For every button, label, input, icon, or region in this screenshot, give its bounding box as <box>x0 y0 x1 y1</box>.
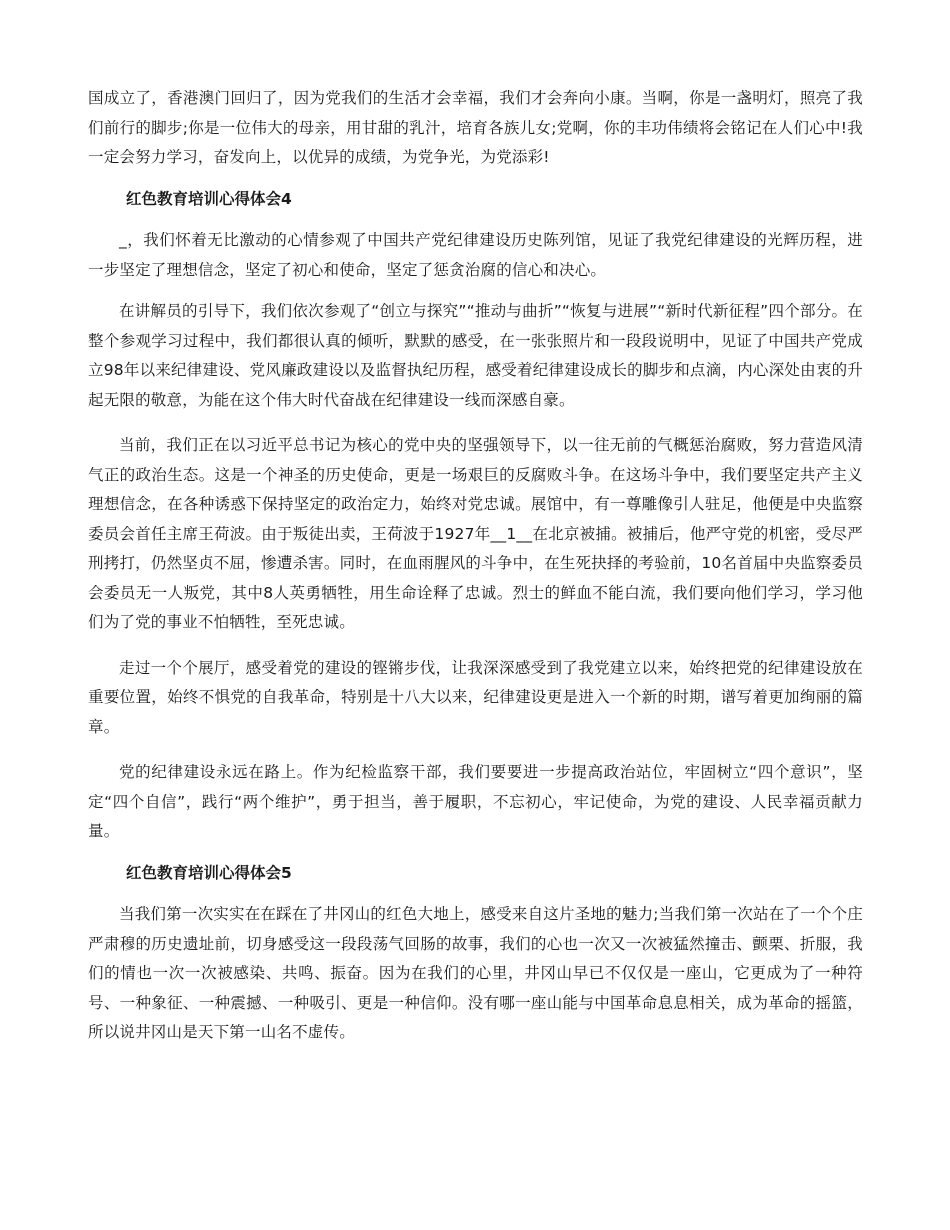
paragraph: _，我们怀着无比激动的心情参观了中国共产党纪律建设历史陈列馆，见证了我党纪律建设的光辉历程，进一步坚定了理想信念，坚定了初心和使命，坚定了惩贪治腐的信心和决心。 <box>88 231 863 279</box>
paragraph: 当我们第一次实实在在踩在了井冈山的红色大地上，感受来自这片圣地的魅力;当我们第一次站在了一个个庄严肃穆的历史遗址前，切身感受这一段段荡气回肠的故事，我们的心也一次又一次被猛然撞击、颤栗、折服，我们的情也一次一次被感染、共鸣、振奋。因为在我们的心里，井冈山早已不仅仅是一座山，它更成为了一种符号、一种象征、一种震撼、一种吸引、更是一种信仰。没有哪一座山能与中国革命息息相关，成为革命的摇篮，所以说井冈山是天下第一山名不虚传。 <box>88 905 863 1041</box>
paragraph: 在讲解员的引导下，我们依次参观了“创立与探究”“推动与曲折”“恢复与进展”“新时代新征程”四个部分。在整个参观学习过程中，我们都很认真的倾听，默默的感受，在一张张照片和一段段说明中，见证了中国共产党成立98年以来纪律建设、党风廉政建设以及监督执纪历程，感受着纪律建设成长的脚步和点滴，内心深处由衷的升起无限的敬意，为能在这个伟大时代奋战在纪律建设一线而深感自豪。 <box>88 302 863 409</box>
paragraph: 当前，我们正在以习近平总书记为核心的党中央的坚强领导下，以一往无前的气概惩治腐败，努力营造风清气正的政治生态。这是一个神圣的历史使命，更是一场艰巨的反腐败斗争。在这场斗争中，我们要坚定共产主义理想信念，在各种诱惑下保持坚定的政治定力，始终对党忠诚。展馆中，有一尊雕像引人驻足，他便是中央监察委员会首任主席王荷波。由于叛徒出卖，王荷波于1927年__1__在北京被捕。被捕后，他严守党的机密，受尽严刑拷打，仍然坚贞不屈，惨遭杀害。同时，在血雨腥风的斗争中，在生死抉择的考验前，10名首届中央监察委员会委员无一人叛党，其中8人英勇牺牲，用生命诠释了忠诚。烈士的鲜血不能白流，我们要向他们学习，学习他们为了党的事业不怕牺牲，至死忠诚。 <box>88 436 863 631</box>
paragraph: 走过一个个展厅，感受着党的建设的铿锵步伐，让我深深感受到了我党建立以来，始终把党的纪律建设放在重要位置，始终不惧党的自我革命，特别是十八大以来，纪律建设更是进入一个新的时期，谱写着更加绚丽的篇章。 <box>88 658 863 736</box>
section-heading-5: 红色教育培训心得体会5 <box>126 863 292 882</box>
document-body <box>88 84 863 1048</box>
paragraph-continuation: 国成立了，香港澳门回归了，因为党我们的生活才会幸福，我们才会奔向小康。当啊，你是一盏明灯，照亮了我们前行的脚步;你是一位伟大的母亲，用甘甜的乳汁，培育各族儿女;党啊，你的丰功伟绩将会铭记在人们心中!我一定会努力学习，奋发向上，以优异的成绩，为党争光，为党添彩! <box>88 89 863 166</box>
section-heading-4: 红色教育培训心得体会4 <box>126 189 292 208</box>
paragraph: 党的纪律建设永远在路上。作为纪检监察干部，我们要要进一步提高政治站位，牢固树立“四个意识”，坚定“四个自信”，践行“两个维护”，勇于担当，善于履职，不忘初心，牢记使命，为党的建设、人民幸福贡献力量。 <box>88 763 863 840</box>
